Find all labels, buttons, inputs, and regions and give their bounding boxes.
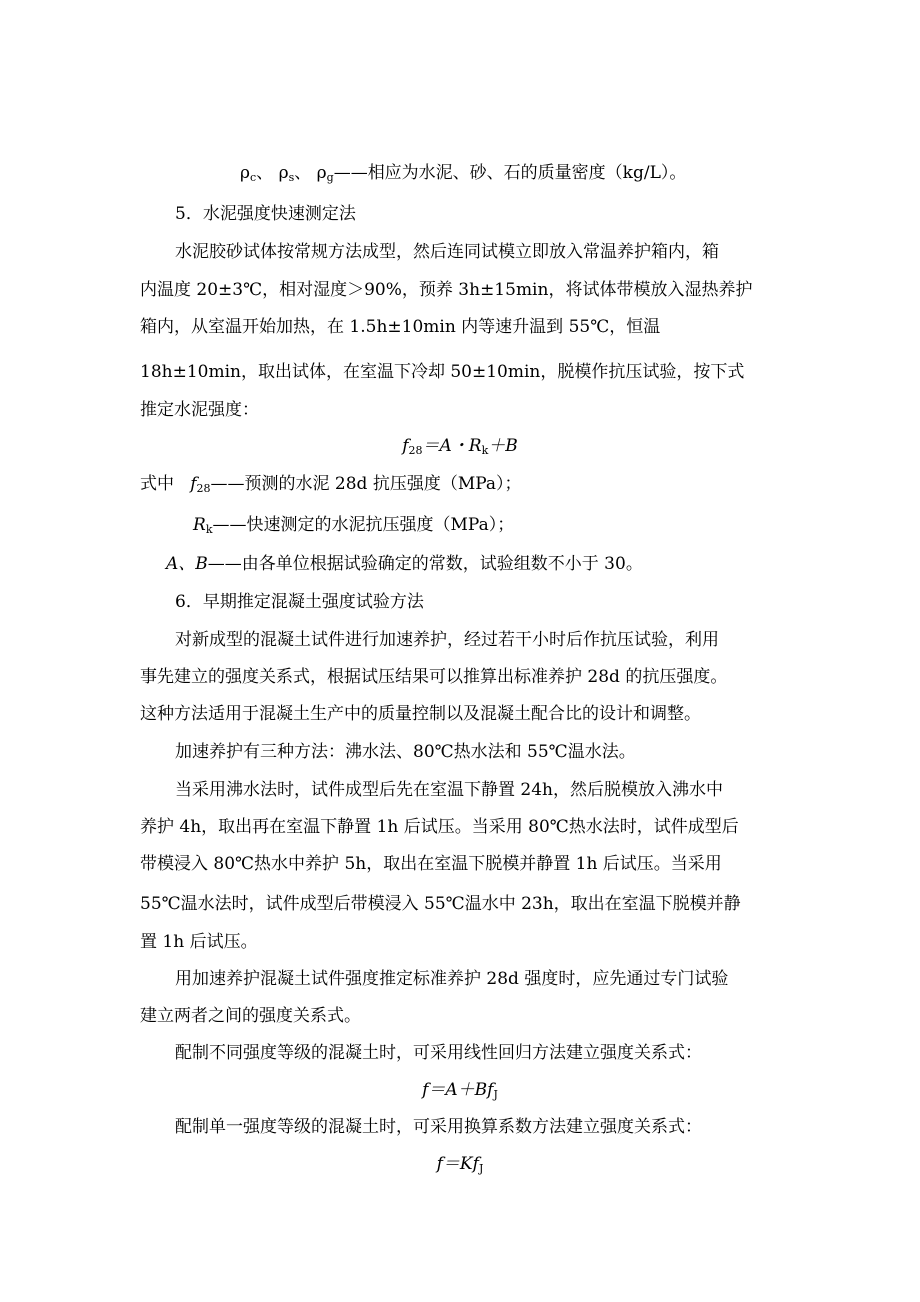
def-var: f [190,474,197,494]
paragraph-line: 建立两者之间的强度关系式。 [140,1006,361,1026]
paragraph-line: 这种方法适用于混凝土生产中的质量控制以及混凝土配合比的设计和调整。 [140,704,701,724]
paragraph-line: 事先建立的强度关系式，根据试压结果可以推算出标准养护 28d 的抗压强度。 [140,667,728,687]
rho-sub-s: s [288,171,295,184]
def-text: ——快速测定的水泥抗压强度（MPa）； [212,515,515,535]
def-sub: 28 [196,482,211,495]
formula-conversion [0,1154,920,1174]
definition-f28 [140,474,522,494]
def-var: A、B [166,554,208,574]
paragraph-line: 配制单一强度等级的混凝土时，可采用换算系数方法建立强度关系式： [175,1117,702,1137]
definition-rk [193,515,514,535]
formula-var: f [402,436,409,456]
rho-sub-c: c [250,171,257,184]
rho-symbol: ρ [240,163,250,183]
section-5-heading: 5．水泥强度快速测定法 [175,204,356,224]
def-text: ——预测的水泥 28d 抗压强度（MPa）； [210,474,522,494]
density-definition-text: ——相应为水泥、砂、石的质量密度（kg/L）。 [333,163,687,183]
def-sub: k [205,523,213,536]
def-text: ——由各单位根据试验确定的常数，试验组数不小于 30。 [207,554,643,574]
formula-sub: k [481,444,489,457]
paragraph-line: 加速养护有三种方法：沸水法、80℃热水法和 55℃温水法。 [175,742,636,762]
separator: 、 [256,163,274,183]
formula-linear [0,1080,920,1100]
formula-sub: J [493,1088,498,1101]
paragraph-line: 内温度 20±3℃，相对湿度＞90%，预养 3h±15min，将试体带模放入湿热养护 [140,280,753,300]
definition-a-b [166,554,643,574]
where-label: 式中 [140,474,174,494]
formula-body: ＝A・R [422,436,482,456]
paragraph-line: 推定水泥强度： [140,400,259,420]
rho-symbol: ρ [278,163,289,183]
paragraph-line: 水泥胶砂试体按常规方法成型，然后连同试模立即放入常温养护箱内，箱 [175,242,719,262]
rho-sub-g: g [326,171,334,184]
paragraph-line: 55℃温水法时，试件成型后带模浸入 55℃温水中 23h，取出在室温下脱模并静 [140,894,741,914]
paragraph-line: 用加速养护混凝土试件强度推定标准养护 28d 强度时，应先通过专门试验 [175,969,729,989]
formula-body: f＝A＋Bf [422,1080,494,1100]
paragraph-line: 配制不同强度等级的混凝土时，可采用线性回归方法建立强度关系式： [175,1043,702,1063]
formula-sub: J [478,1162,484,1175]
paragraph-line: 带模浸入 80℃热水中养护 5h，取出在室温下脱模并静置 1h 后试压。当采用 [140,854,722,874]
paragraph-line: 18h±10min，取出试体，在室温下冷却 50±10min，脱模作抗压试验，按下式 [140,362,745,382]
formula-tail: ＋B [488,436,518,456]
paragraph-line: 箱内，从室温开始加热，在 1.5h±10min 内等速升温到 55℃，恒温 [140,317,661,337]
paragraph-line: 当采用沸水法时，试件成型后先在室温下静置 24h，然后脱模放入沸水中 [175,780,723,800]
separator: 、 [294,163,312,183]
paragraph-line: 置 1h 后试压。 [140,932,258,952]
def-var: R [193,515,206,535]
formula-body: f＝Kf [436,1154,479,1174]
paragraph-line: 对新成型的混凝土试件进行加速养护，经过若干小时后作抗压试验，利用 [175,630,719,650]
formula-f28 [0,436,920,456]
section-6-heading: 6．早期推定混凝土强度试验方法 [175,592,424,612]
formula-sub: 28 [408,444,423,457]
paragraph-line: 养护 4h，取出再在室温下静置 1h 后试压。当采用 80℃热水法时，试件成型后 [140,817,739,837]
rho-symbol: ρ [316,163,327,183]
density-definition [240,163,686,183]
